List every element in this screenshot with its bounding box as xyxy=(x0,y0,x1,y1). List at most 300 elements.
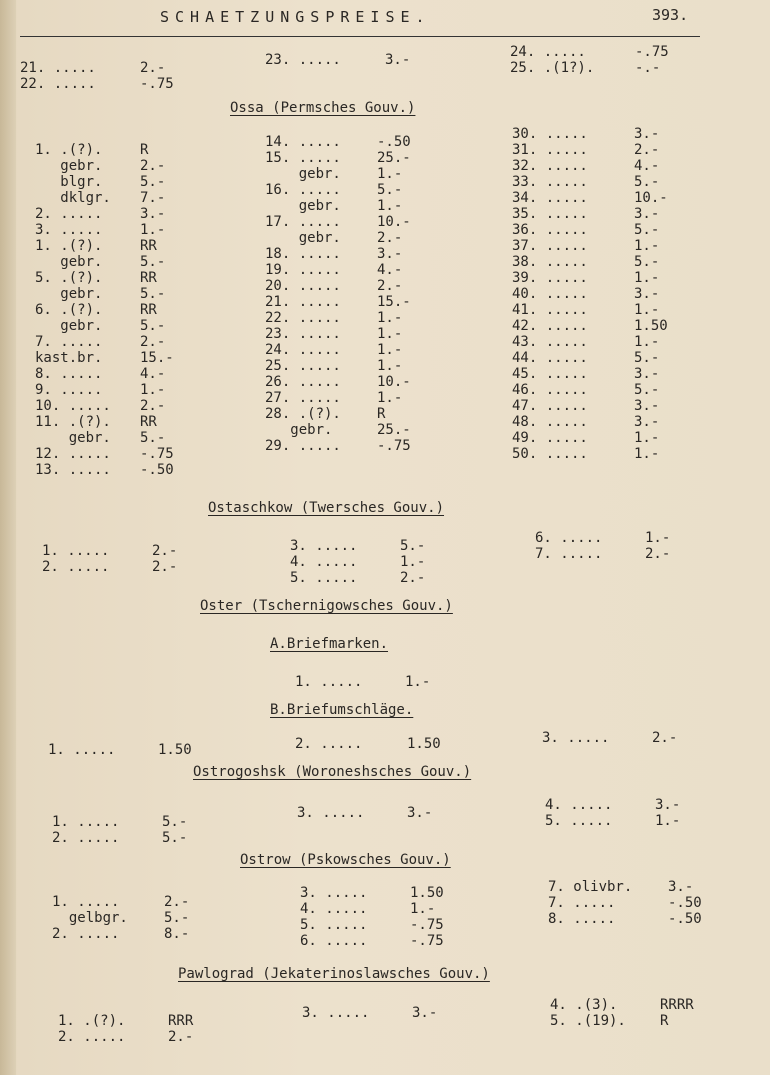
entry-price: 1.- xyxy=(377,166,403,182)
entry-price: 2.- xyxy=(140,60,166,76)
entry-label: 25. .(1?). xyxy=(510,60,595,76)
entry-price: 1.- xyxy=(400,554,426,570)
ossa-col2 xyxy=(265,134,411,454)
entry-label: 23. ..... xyxy=(265,52,341,68)
price-entry xyxy=(52,910,190,926)
ostrogoshsk-col3 xyxy=(545,797,681,829)
price-entry xyxy=(550,1013,669,1029)
entry-price: 2.- xyxy=(164,894,190,910)
pawlograd-col2 xyxy=(302,1005,438,1021)
entry-label: 36. ..... xyxy=(512,222,588,238)
entry-label: gebr. xyxy=(265,198,341,214)
page-binding-edge xyxy=(0,0,16,1075)
entry-label: gebr. xyxy=(35,318,103,334)
entry-label: 35. ..... xyxy=(512,206,588,222)
entry-price: 1.- xyxy=(140,222,166,238)
price-entry xyxy=(265,150,411,166)
entry-price: 3.- xyxy=(377,246,403,262)
price-entry xyxy=(265,310,403,326)
entry-label: 4. ..... xyxy=(545,797,613,813)
entry-price: -.- xyxy=(635,60,661,76)
entry-price: 5.- xyxy=(400,538,426,554)
entry-label: blgr. xyxy=(35,174,103,190)
entry-label: 18. ..... xyxy=(265,246,341,262)
entry-label: 40. ..... xyxy=(512,286,588,302)
page-number: 393. xyxy=(652,6,689,24)
entry-price: 3.- xyxy=(634,414,660,430)
ostaschkow-col2 xyxy=(290,538,426,586)
ostrow-col3 xyxy=(548,879,702,927)
entry-label: 1. ..... xyxy=(52,894,120,910)
entry-price: 1.- xyxy=(634,446,660,462)
entry-price: 5.- xyxy=(140,254,166,270)
entry-label: 7. ..... xyxy=(35,334,103,350)
ossa-col3 xyxy=(512,126,668,462)
entry-label: 43. ..... xyxy=(512,334,588,350)
price-entry xyxy=(265,246,403,262)
entry-label: 4. ..... xyxy=(290,554,358,570)
entry-price: 3.- xyxy=(634,398,660,414)
entry-price: 1.- xyxy=(377,326,403,342)
entry-label: 14. ..... xyxy=(265,134,341,150)
price-entry xyxy=(510,44,669,60)
entry-label: 6. .(?). xyxy=(35,302,103,318)
entry-label: 2. ..... xyxy=(52,830,120,846)
entry-label: 31. ..... xyxy=(512,142,588,158)
entry-price: 15.- xyxy=(140,350,174,366)
price-entry xyxy=(548,879,694,895)
price-entry xyxy=(545,813,681,829)
entry-label: 21. ..... xyxy=(20,60,96,76)
price-entry xyxy=(295,674,431,690)
entry-label: gebr. xyxy=(265,166,341,182)
entry-label: 11. .(?). xyxy=(35,414,111,430)
entry-price: 1.50 xyxy=(410,885,444,901)
entry-label: gebr. xyxy=(35,286,103,302)
price-entry xyxy=(35,334,166,350)
entry-label: 4. ..... xyxy=(300,901,368,917)
entry-price: 3.- xyxy=(668,879,694,895)
price-entry xyxy=(35,174,166,190)
entry-price: 1.- xyxy=(377,310,403,326)
entry-label: 7. ..... xyxy=(535,546,603,562)
entry-label: 12. ..... xyxy=(35,446,111,462)
entry-price: 2.- xyxy=(140,398,166,414)
entry-label: 3. ..... xyxy=(300,885,368,901)
entry-label: 21. ..... xyxy=(265,294,341,310)
entry-label: 9. ..... xyxy=(35,382,103,398)
entry-price: 1.- xyxy=(405,674,431,690)
section-title-ossa: Ossa (Permsches Gouv.) xyxy=(230,100,416,116)
entry-label: 27. ..... xyxy=(265,390,341,406)
entry-label: 10. ..... xyxy=(35,398,111,414)
price-entry xyxy=(265,294,411,310)
entry-label: 7. ..... xyxy=(548,895,616,911)
oster-b-col1 xyxy=(48,742,192,758)
entry-price: 8.- xyxy=(164,926,190,942)
entry-label: 44. ..... xyxy=(512,350,588,366)
price-entry xyxy=(512,174,660,190)
entry-price: 1.50 xyxy=(158,742,192,758)
entry-label: 37. ..... xyxy=(512,238,588,254)
entry-label: 3. ..... xyxy=(290,538,358,554)
price-entry xyxy=(512,414,660,430)
pawlograd-col1 xyxy=(58,1013,194,1045)
price-entry xyxy=(265,406,386,422)
entry-label: 8. ..... xyxy=(548,911,616,927)
entry-price: 5.- xyxy=(634,254,660,270)
header-rule xyxy=(20,36,700,37)
entry-price: 1.- xyxy=(377,390,403,406)
entry-label: 2. ..... xyxy=(58,1029,126,1045)
entry-label: 34. ..... xyxy=(512,190,588,206)
entry-price: 2.- xyxy=(152,559,178,575)
entry-price: 3.- xyxy=(634,366,660,382)
price-entry xyxy=(35,254,166,270)
entry-price: 1.50 xyxy=(634,318,668,334)
entry-price: 1.- xyxy=(634,302,660,318)
section-title-ostrow: Ostrow (Pskowsches Gouv.) xyxy=(240,852,451,868)
price-entry xyxy=(35,414,157,430)
entry-label: 2. ..... xyxy=(35,206,103,222)
entry-price: RRRR xyxy=(660,997,694,1013)
entry-price: 1.- xyxy=(377,358,403,374)
price-entry xyxy=(512,158,660,174)
ostaschkow-col1 xyxy=(42,543,178,575)
price-entry xyxy=(35,238,157,254)
entry-price: -.75 xyxy=(635,44,669,60)
price-entry xyxy=(535,546,671,562)
entry-price: -.50 xyxy=(140,462,174,478)
oster-subtitle-a: A.Briefmarken. xyxy=(270,636,389,652)
price-entry xyxy=(35,222,166,238)
entry-label: 39. ..... xyxy=(512,270,588,286)
section-title-pawlograd: Pawlograd (Jekaterinoslawsches Gouv.) xyxy=(178,966,490,982)
entry-price: 5.- xyxy=(377,182,403,198)
entry-label: 1. ..... xyxy=(42,543,110,559)
entry-price: 5.- xyxy=(140,174,166,190)
entry-price: 5.- xyxy=(634,350,660,366)
price-entry xyxy=(265,438,411,454)
price-entry xyxy=(535,530,671,546)
price-entry xyxy=(35,302,157,318)
price-entry xyxy=(512,398,660,414)
price-entry xyxy=(545,797,681,813)
price-entry xyxy=(42,559,178,575)
entry-price: 1.- xyxy=(140,382,166,398)
entry-price: 1.- xyxy=(634,270,660,286)
top-col3 xyxy=(510,44,669,76)
entry-label: 13. ..... xyxy=(35,462,111,478)
price-entry xyxy=(265,52,411,68)
entry-label: 15. ..... xyxy=(265,150,341,166)
price-entry xyxy=(35,318,166,334)
price-entry xyxy=(35,286,166,302)
entry-price: 3.- xyxy=(655,797,681,813)
entry-label: 1. ..... xyxy=(48,742,116,758)
entry-label: 16. ..... xyxy=(265,182,341,198)
price-entry xyxy=(512,190,668,206)
entry-label: 24. ..... xyxy=(510,44,586,60)
price-entry xyxy=(265,262,403,278)
entry-price: 1.- xyxy=(377,342,403,358)
entry-label: gebr. xyxy=(265,230,341,246)
entry-label: 26. ..... xyxy=(265,374,341,390)
price-entry xyxy=(512,446,660,462)
entry-label: 3. ..... xyxy=(542,730,610,746)
entry-price: RR xyxy=(140,270,157,286)
entry-label: 46. ..... xyxy=(512,382,588,398)
entry-label: 32. ..... xyxy=(512,158,588,174)
entry-label: 1. .(?). xyxy=(58,1013,126,1029)
entry-price: 5.- xyxy=(162,830,188,846)
price-entry xyxy=(512,126,660,142)
entry-label: 1. ..... xyxy=(295,674,363,690)
entry-price: 2.- xyxy=(377,278,403,294)
price-entry xyxy=(512,238,660,254)
price-entry xyxy=(300,901,436,917)
entry-label: 3. ..... xyxy=(297,805,365,821)
entry-label: 6. ..... xyxy=(535,530,603,546)
price-entry xyxy=(35,382,166,398)
entry-price: 10.- xyxy=(377,374,411,390)
top-col1 xyxy=(20,60,174,92)
price-entry xyxy=(265,278,403,294)
price-entry xyxy=(35,350,174,366)
price-entry xyxy=(265,134,411,150)
section-title-oster: Oster (Tschernigowsches Gouv.) xyxy=(200,598,453,614)
price-entry xyxy=(52,814,188,830)
top-col2 xyxy=(265,52,411,68)
entry-price: 2.- xyxy=(400,570,426,586)
price-entry xyxy=(265,182,403,198)
entry-price: RR xyxy=(140,238,157,254)
entry-price: 4.- xyxy=(377,262,403,278)
entry-price: 4.- xyxy=(140,366,166,382)
price-entry xyxy=(295,736,441,752)
price-entry xyxy=(510,60,661,76)
entry-price: R xyxy=(660,1013,669,1029)
entry-price: RR xyxy=(140,302,157,318)
entry-price: -.75 xyxy=(140,446,174,462)
price-entry xyxy=(548,911,702,927)
entry-price: 5.- xyxy=(140,318,166,334)
ostaschkow-col3 xyxy=(535,530,671,562)
price-entry xyxy=(58,1013,194,1029)
price-entry xyxy=(300,933,444,949)
oster-b-col2 xyxy=(295,736,441,752)
entry-price: RR xyxy=(140,414,157,430)
price-entry xyxy=(512,382,660,398)
entry-price: -.75 xyxy=(140,76,174,92)
entry-price: 2.- xyxy=(634,142,660,158)
entry-price: 1.- xyxy=(634,334,660,350)
entry-price: 3.- xyxy=(385,52,411,68)
price-entry xyxy=(512,206,660,222)
entry-label: 47. ..... xyxy=(512,398,588,414)
price-entry xyxy=(42,543,178,559)
entry-label: 1. .(?). xyxy=(35,142,103,158)
entry-label: 49. ..... xyxy=(512,430,588,446)
entry-label: 5. ..... xyxy=(300,917,368,933)
entry-price: 5.- xyxy=(140,430,166,446)
entry-price: 3.- xyxy=(140,206,166,222)
ostrogoshsk-col2 xyxy=(297,805,433,821)
entry-label: 45. ..... xyxy=(512,366,588,382)
entry-price: 15.- xyxy=(377,294,411,310)
entry-price: 1.50 xyxy=(407,736,441,752)
entry-label: 30. ..... xyxy=(512,126,588,142)
entry-label: 19. ..... xyxy=(265,262,341,278)
price-entry xyxy=(265,198,403,214)
price-entry xyxy=(265,326,403,342)
price-entry xyxy=(550,997,694,1013)
price-entry xyxy=(265,166,403,182)
price-entry xyxy=(35,270,157,286)
entry-label: 3. ..... xyxy=(35,222,103,238)
entry-price: 5.- xyxy=(162,814,188,830)
price-entry xyxy=(35,190,166,206)
entry-price: 2.- xyxy=(645,546,671,562)
entry-price: R xyxy=(140,142,149,158)
entry-price: 3.- xyxy=(634,286,660,302)
price-entry xyxy=(265,214,411,230)
entry-label: 29. ..... xyxy=(265,438,341,454)
ostrow-col1 xyxy=(52,894,190,942)
entry-price: 10.- xyxy=(634,190,668,206)
price-entry xyxy=(52,926,190,942)
entry-label: 1. ..... xyxy=(52,814,120,830)
price-entry xyxy=(265,390,403,406)
entry-label: 2. ..... xyxy=(52,926,120,942)
page-header-title: SCHAETZUNGSPREISE. xyxy=(160,8,431,26)
entry-label: 28. .(?). xyxy=(265,406,341,422)
entry-price: 1.- xyxy=(634,238,660,254)
price-entry xyxy=(52,830,188,846)
entry-label: 23. ..... xyxy=(265,326,341,342)
oster-a-row xyxy=(295,674,431,690)
entry-label: 50. ..... xyxy=(512,446,588,462)
entry-price: 1.- xyxy=(410,901,436,917)
entry-label: 6. ..... xyxy=(300,933,368,949)
entry-label: 5. ..... xyxy=(290,570,358,586)
entry-label: 22. ..... xyxy=(20,76,96,92)
entry-label: dklgr. xyxy=(35,190,111,206)
entry-price: 10.- xyxy=(377,214,411,230)
entry-price: -.50 xyxy=(668,895,702,911)
entry-price: 2.- xyxy=(652,730,678,746)
price-entry xyxy=(20,60,166,76)
entry-price: -.75 xyxy=(410,933,444,949)
entry-label: gebr. xyxy=(35,158,103,174)
entry-price: 5.- xyxy=(140,286,166,302)
price-entry xyxy=(548,895,702,911)
entry-label: 5. .(19). xyxy=(550,1013,626,1029)
entry-price: RRR xyxy=(168,1013,194,1029)
entry-price: 5.- xyxy=(164,910,190,926)
price-entry xyxy=(265,422,411,438)
entry-label: 22. ..... xyxy=(265,310,341,326)
entry-price: -.75 xyxy=(410,917,444,933)
price-entry xyxy=(512,302,660,318)
price-entry xyxy=(302,1005,438,1021)
entry-price: 3.- xyxy=(412,1005,438,1021)
price-entry xyxy=(35,142,149,158)
entry-label: gebr. xyxy=(35,254,103,270)
entry-label: gebr. xyxy=(35,430,111,446)
ostrow-col2 xyxy=(300,885,444,949)
entry-price: 1.- xyxy=(377,198,403,214)
entry-label: 33. ..... xyxy=(512,174,588,190)
pawlograd-col3 xyxy=(550,997,694,1029)
entry-price: 7.- xyxy=(140,190,166,206)
entry-label: 5. .(?). xyxy=(35,270,103,286)
price-entry xyxy=(35,398,166,414)
ostrogoshsk-col1 xyxy=(52,814,188,846)
entry-price: 3.- xyxy=(634,206,660,222)
price-entry xyxy=(35,430,166,446)
price-entry xyxy=(290,554,426,570)
price-entry xyxy=(35,206,166,222)
entry-label: 1. .(?). xyxy=(35,238,103,254)
price-entry xyxy=(300,917,444,933)
price-entry xyxy=(512,286,660,302)
entry-price: 2.- xyxy=(140,334,166,350)
price-entry xyxy=(290,570,426,586)
price-entry xyxy=(297,805,433,821)
entry-price: -.50 xyxy=(668,911,702,927)
entry-price: 2.- xyxy=(152,543,178,559)
entry-price: 4.- xyxy=(634,158,660,174)
price-entry xyxy=(265,374,411,390)
entry-price: 2.- xyxy=(377,230,403,246)
entry-label: 48. ..... xyxy=(512,414,588,430)
price-entry xyxy=(58,1029,194,1045)
entry-label: gebr. xyxy=(265,422,333,438)
entry-price: 1.- xyxy=(645,530,671,546)
entry-price: 3.- xyxy=(407,805,433,821)
price-entry xyxy=(512,142,660,158)
oster-subtitle-b: B.Briefumschläge. xyxy=(270,702,414,718)
ossa-col1 xyxy=(35,142,174,478)
entry-label: 42. ..... xyxy=(512,318,588,334)
entry-label: 41. ..... xyxy=(512,302,588,318)
price-entry xyxy=(512,254,660,270)
price-entry xyxy=(512,222,660,238)
entry-price: -.50 xyxy=(377,134,411,150)
price-entry xyxy=(265,358,403,374)
entry-label: 7. olivbr. xyxy=(548,879,633,895)
entry-label: 5. ..... xyxy=(545,813,613,829)
price-entry xyxy=(512,270,660,286)
entry-label: 20. ..... xyxy=(265,278,341,294)
entry-price: 5.- xyxy=(634,222,660,238)
price-entry xyxy=(512,366,660,382)
entry-label: 25. ..... xyxy=(265,358,341,374)
price-entry xyxy=(290,538,426,554)
entry-label: gelbgr. xyxy=(52,910,128,926)
price-entry xyxy=(542,730,678,746)
price-entry xyxy=(48,742,192,758)
section-title-ostaschkow: Ostaschkow (Twersches Gouv.) xyxy=(208,500,445,516)
price-entry xyxy=(52,894,190,910)
price-entry xyxy=(20,76,174,92)
entry-label: 8. ..... xyxy=(35,366,103,382)
price-entry xyxy=(300,885,444,901)
entry-label: 17. ..... xyxy=(265,214,341,230)
entry-label: 38. ..... xyxy=(512,254,588,270)
price-entry xyxy=(512,350,660,366)
